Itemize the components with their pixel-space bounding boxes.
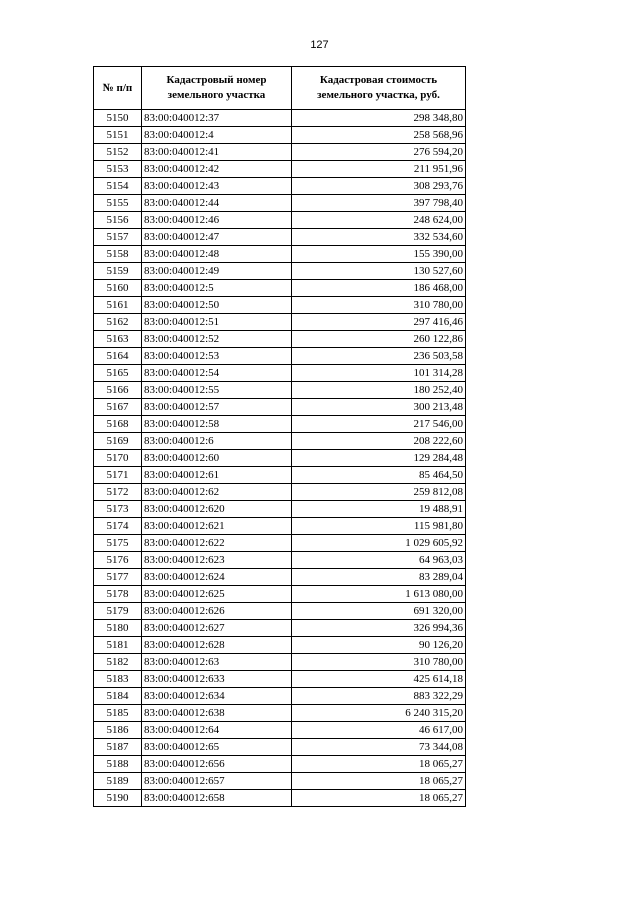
row-number-cell: 5172 xyxy=(94,484,142,501)
row-number-cell: 5177 xyxy=(94,569,142,586)
cadastral-value-cell: 18 065,27 xyxy=(292,773,466,790)
cadastral-value-cell: 115 981,80 xyxy=(292,518,466,535)
table-row xyxy=(94,297,466,314)
row-number-cell: 5159 xyxy=(94,263,142,280)
cadastral-value-cell: 236 503,58 xyxy=(292,348,466,365)
table-row xyxy=(94,773,466,790)
table-row xyxy=(94,110,466,127)
row-number-cell: 5180 xyxy=(94,620,142,637)
table-row xyxy=(94,620,466,637)
table-row xyxy=(94,484,466,501)
cadastral-value-cell: 73 344,08 xyxy=(292,739,466,756)
cadastral-number-cell: 83:00:040012:620 xyxy=(142,501,292,518)
table-row xyxy=(94,246,466,263)
cadastral-number-cell: 83:00:040012:37 xyxy=(142,110,292,127)
row-number-cell: 5169 xyxy=(94,433,142,450)
row-number-cell: 5160 xyxy=(94,280,142,297)
cadastral-number-cell: 83:00:040012:4 xyxy=(142,127,292,144)
table-row xyxy=(94,433,466,450)
cadastral-number-cell: 83:00:040012:58 xyxy=(142,416,292,433)
table-row xyxy=(94,161,466,178)
cadastral-number-cell: 83:00:040012:658 xyxy=(142,790,292,807)
table-body xyxy=(94,110,466,807)
row-number-cell: 5151 xyxy=(94,127,142,144)
cadastral-number-cell: 83:00:040012:46 xyxy=(142,212,292,229)
row-number-cell: 5156 xyxy=(94,212,142,229)
cadastral-value-cell: 276 594,20 xyxy=(292,144,466,161)
row-number-cell: 5166 xyxy=(94,382,142,399)
row-number-cell: 5185 xyxy=(94,705,142,722)
cadastral-value-cell: 883 322,29 xyxy=(292,688,466,705)
table-row xyxy=(94,603,466,620)
row-number-cell: 5164 xyxy=(94,348,142,365)
table-row xyxy=(94,263,466,280)
table-row xyxy=(94,552,466,569)
row-number-cell: 5186 xyxy=(94,722,142,739)
cadastral-number-cell: 83:00:040012:633 xyxy=(142,671,292,688)
row-number-cell: 5155 xyxy=(94,195,142,212)
cadastral-number-cell: 83:00:040012:657 xyxy=(142,773,292,790)
table-row xyxy=(94,654,466,671)
cadastral-value-cell: 101 314,28 xyxy=(292,365,466,382)
cadastral-value-cell: 326 994,36 xyxy=(292,620,466,637)
table-row xyxy=(94,331,466,348)
cadastral-number-cell: 83:00:040012:64 xyxy=(142,722,292,739)
cadastral-number-cell: 83:00:040012:47 xyxy=(142,229,292,246)
row-number-cell: 5168 xyxy=(94,416,142,433)
table-row xyxy=(94,535,466,552)
row-number-cell: 5173 xyxy=(94,501,142,518)
table-row xyxy=(94,127,466,144)
table-row xyxy=(94,569,466,586)
header-cadastral-value: Кадастровая стоимость земельного участка, руб. xyxy=(292,67,466,110)
cadastral-number-cell: 83:00:040012:623 xyxy=(142,552,292,569)
cadastral-value-cell: 19 488,91 xyxy=(292,501,466,518)
cadastral-value-cell: 308 293,76 xyxy=(292,178,466,195)
cadastral-number-cell: 83:00:040012:62 xyxy=(142,484,292,501)
row-number-cell: 5162 xyxy=(94,314,142,331)
cadastral-value-cell: 691 320,00 xyxy=(292,603,466,620)
cadastral-value-cell: 217 546,00 xyxy=(292,416,466,433)
row-number-cell: 5181 xyxy=(94,637,142,654)
row-number-cell: 5171 xyxy=(94,467,142,484)
row-number-cell: 5154 xyxy=(94,178,142,195)
header-cadastral-number: Кадастровый номер земельного участка xyxy=(142,67,292,110)
row-number-cell: 5158 xyxy=(94,246,142,263)
row-number-cell: 5170 xyxy=(94,450,142,467)
cadastral-value-cell: 397 798,40 xyxy=(292,195,466,212)
cadastral-value-cell: 208 222,60 xyxy=(292,433,466,450)
cadastral-value-cell: 258 568,96 xyxy=(292,127,466,144)
row-number-cell: 5183 xyxy=(94,671,142,688)
cadastral-value-cell: 186 468,00 xyxy=(292,280,466,297)
cadastral-number-cell: 83:00:040012:53 xyxy=(142,348,292,365)
cadastral-value-cell: 85 464,50 xyxy=(292,467,466,484)
row-number-cell: 5175 xyxy=(94,535,142,552)
table-row xyxy=(94,416,466,433)
cadastral-value-cell: 297 416,46 xyxy=(292,314,466,331)
row-number-cell: 5174 xyxy=(94,518,142,535)
row-number-cell: 5182 xyxy=(94,654,142,671)
row-number-cell: 5179 xyxy=(94,603,142,620)
cadastral-value-cell: 310 780,00 xyxy=(292,297,466,314)
table-row xyxy=(94,518,466,535)
table-row xyxy=(94,212,466,229)
table-row xyxy=(94,365,466,382)
row-number-cell: 5187 xyxy=(94,739,142,756)
row-number-cell: 5163 xyxy=(94,331,142,348)
cadastral-value-cell: 90 126,20 xyxy=(292,637,466,654)
cadastral-value-cell: 64 963,03 xyxy=(292,552,466,569)
cadastral-value-cell: 18 065,27 xyxy=(292,790,466,807)
cadastral-value-cell: 6 240 315,20 xyxy=(292,705,466,722)
cadastral-value-cell: 211 951,96 xyxy=(292,161,466,178)
table-row xyxy=(94,348,466,365)
table-row xyxy=(94,705,466,722)
row-number-cell: 5184 xyxy=(94,688,142,705)
cadastral-number-cell: 83:00:040012:627 xyxy=(142,620,292,637)
cadastral-value-cell: 1 029 605,92 xyxy=(292,535,466,552)
table-row xyxy=(94,314,466,331)
cadastral-value-cell: 300 213,48 xyxy=(292,399,466,416)
cadastral-number-cell: 83:00:040012:63 xyxy=(142,654,292,671)
cadastral-number-cell: 83:00:040012:60 xyxy=(142,450,292,467)
page-number: 127 xyxy=(310,39,329,51)
cadastral-number-cell: 83:00:040012:57 xyxy=(142,399,292,416)
cadastral-value-cell: 260 122,86 xyxy=(292,331,466,348)
cadastral-number-cell: 83:00:040012:49 xyxy=(142,263,292,280)
cadastral-number-cell: 83:00:040012:42 xyxy=(142,161,292,178)
table-row xyxy=(94,501,466,518)
table-row xyxy=(94,739,466,756)
cadastral-value-cell: 310 780,00 xyxy=(292,654,466,671)
cadastral-value-cell: 248 624,00 xyxy=(292,212,466,229)
cadastral-value-cell: 180 252,40 xyxy=(292,382,466,399)
table-row xyxy=(94,756,466,773)
cadastral-number-cell: 83:00:040012:50 xyxy=(142,297,292,314)
cadastral-value-cell: 298 348,80 xyxy=(292,110,466,127)
row-number-cell: 5161 xyxy=(94,297,142,314)
row-number-cell: 5157 xyxy=(94,229,142,246)
row-number-cell: 5178 xyxy=(94,586,142,603)
row-number-cell: 5153 xyxy=(94,161,142,178)
cadastral-number-cell: 83:00:040012:44 xyxy=(142,195,292,212)
table-row xyxy=(94,450,466,467)
cadastral-value-cell: 332 534,60 xyxy=(292,229,466,246)
table-row xyxy=(94,637,466,654)
table-header xyxy=(94,67,466,110)
cadastral-value-cell: 18 065,27 xyxy=(292,756,466,773)
cadastral-number-cell: 83:00:040012:6 xyxy=(142,433,292,450)
cadastral-value-cell: 129 284,48 xyxy=(292,450,466,467)
cadastral-number-cell: 83:00:040012:628 xyxy=(142,637,292,654)
row-number-cell: 5188 xyxy=(94,756,142,773)
cadastral-number-cell: 83:00:040012:625 xyxy=(142,586,292,603)
cadastral-number-cell: 83:00:040012:48 xyxy=(142,246,292,263)
table-row xyxy=(94,467,466,484)
cadastral-number-cell: 83:00:040012:624 xyxy=(142,569,292,586)
row-number-cell: 5150 xyxy=(94,110,142,127)
row-number-cell: 5190 xyxy=(94,790,142,807)
table-row xyxy=(94,399,466,416)
cadastral-number-cell: 83:00:040012:638 xyxy=(142,705,292,722)
cadastral-number-cell: 83:00:040012:54 xyxy=(142,365,292,382)
cadastral-value-cell: 83 289,04 xyxy=(292,569,466,586)
cadastral-number-cell: 83:00:040012:43 xyxy=(142,178,292,195)
table-row xyxy=(94,382,466,399)
header-row xyxy=(94,67,466,110)
cadastral-number-cell: 83:00:040012:51 xyxy=(142,314,292,331)
table-row xyxy=(94,144,466,161)
table-row xyxy=(94,688,466,705)
cadastral-value-cell: 1 613 080,00 xyxy=(292,586,466,603)
cadastral-value-table xyxy=(93,66,466,807)
cadastral-number-cell: 83:00:040012:656 xyxy=(142,756,292,773)
cadastral-value-cell: 155 390,00 xyxy=(292,246,466,263)
cadastral-number-cell: 83:00:040012:634 xyxy=(142,688,292,705)
cadastral-number-cell: 83:00:040012:61 xyxy=(142,467,292,484)
cadastral-number-cell: 83:00:040012:621 xyxy=(142,518,292,535)
row-number-cell: 5189 xyxy=(94,773,142,790)
table-row xyxy=(94,586,466,603)
row-number-cell: 5167 xyxy=(94,399,142,416)
cadastral-number-cell: 83:00:040012:65 xyxy=(142,739,292,756)
table-row xyxy=(94,722,466,739)
cadastral-number-cell: 83:00:040012:5 xyxy=(142,280,292,297)
cadastral-number-cell: 83:00:040012:52 xyxy=(142,331,292,348)
table-row xyxy=(94,671,466,688)
cadastral-number-cell: 83:00:040012:626 xyxy=(142,603,292,620)
cadastral-value-cell: 46 617,00 xyxy=(292,722,466,739)
cadastral-value-cell: 259 812,08 xyxy=(292,484,466,501)
table-row xyxy=(94,280,466,297)
header-row-number: № п/п xyxy=(94,67,142,110)
table-row xyxy=(94,195,466,212)
cadastral-value-cell: 425 614,18 xyxy=(292,671,466,688)
row-number-cell: 5152 xyxy=(94,144,142,161)
cadastral-number-cell: 83:00:040012:41 xyxy=(142,144,292,161)
cadastral-number-cell: 83:00:040012:55 xyxy=(142,382,292,399)
table-row xyxy=(94,178,466,195)
table-row xyxy=(94,790,466,807)
cadastral-value-cell: 130 527,60 xyxy=(292,263,466,280)
table-row xyxy=(94,229,466,246)
row-number-cell: 5176 xyxy=(94,552,142,569)
cadastral-number-cell: 83:00:040012:622 xyxy=(142,535,292,552)
row-number-cell: 5165 xyxy=(94,365,142,382)
